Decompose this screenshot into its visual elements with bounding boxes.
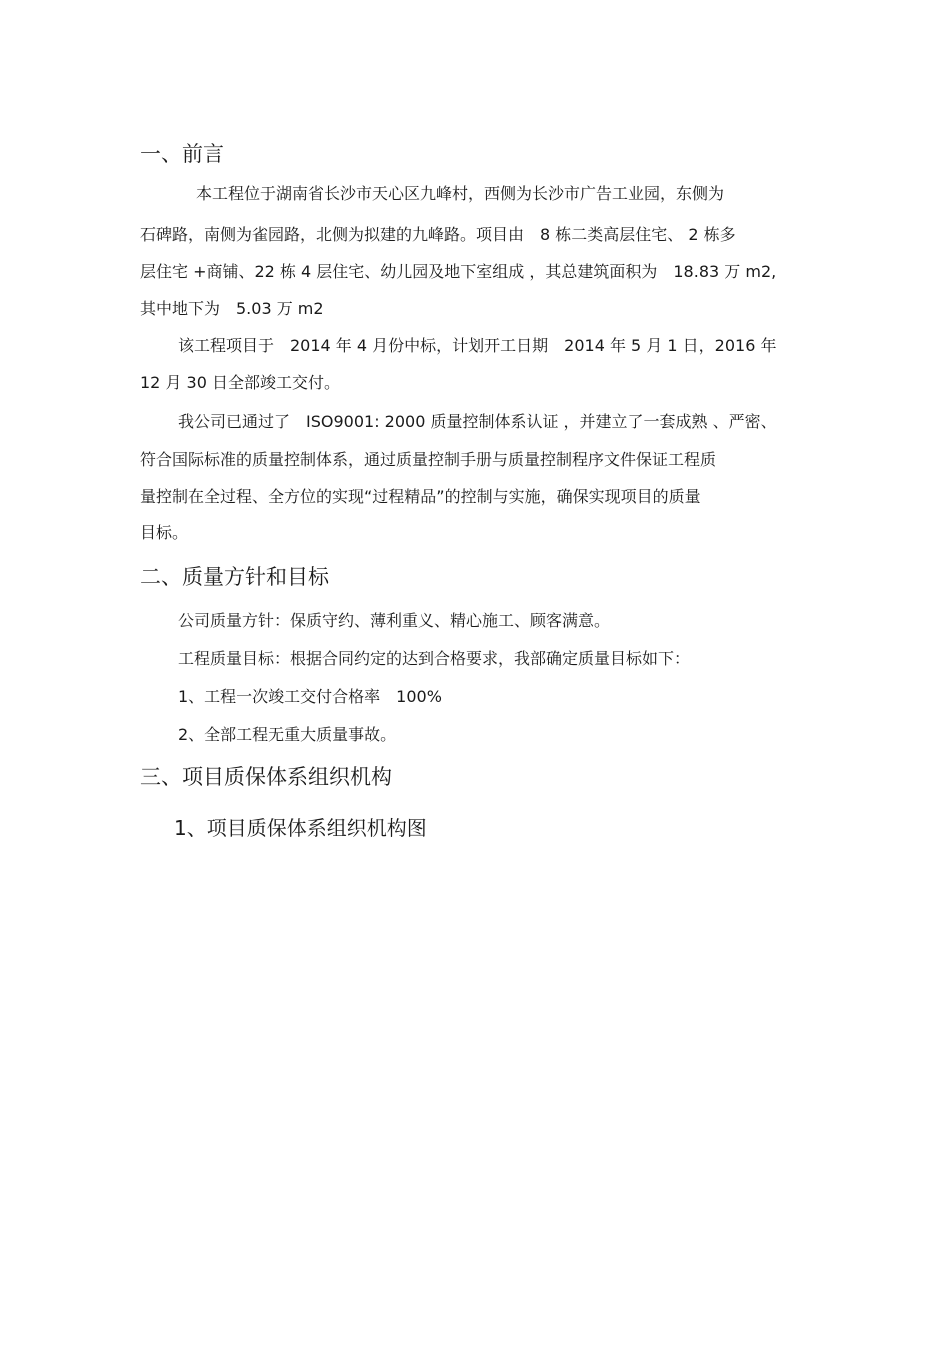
paragraph-line: 符合国际标准的质量控制体系，通过质量控制手册与质量控制程序文件保证工程质 <box>140 450 717 469</box>
paragraph-line: 12 月 30 日全部竣工交付。 <box>140 373 340 392</box>
quality-goal-item: 1、工程一次竣工交付合格率 100% <box>178 687 442 706</box>
subsection-heading-org-chart: 1、项目质保体系组织机构图 <box>174 816 427 840</box>
section-heading-preface: 一、前言 <box>140 142 224 166</box>
paragraph-line: 该工程项目于 2014 年 4 月份中标，计划开工日期 2014 年 5 月 1 日，2016 年 <box>178 336 777 355</box>
quality-goal-item: 2、全部工程无重大质量事故。 <box>178 725 397 744</box>
section-heading-organization: 三、项目质保体系组织机构 <box>140 765 392 789</box>
paragraph-line: 层住宅 +商铺、22 栋 4 层住宅、幼儿园及地下室组成 ，其总建筑面积为 18.83 万 m2, <box>140 262 777 281</box>
paragraph-line: 我公司已通过了 ISO9001: 2000 质量控制体系认证 ，并建立了一套成熟 、严密、 <box>178 412 777 431</box>
paragraph-line: 量控制在全过程、全方位的实现“过程精品”的控制与实施，确保实现项目的质量 <box>140 487 701 506</box>
paragraph-line: 石碑路，南侧为雀园路，北侧为拟建的九峰路。项目由 8 栋二类高层住宅、 2 栋多 <box>140 225 736 244</box>
quality-policy-text: 公司质量方针：保质守约、薄利重义、精心施工、顾客满意。 <box>178 611 611 630</box>
paragraph-line: 本工程位于湖南省长沙市天心区九峰村，西侧为长沙市广告工业园，东侧为 <box>196 184 725 203</box>
paragraph-line: 其中地下为 5.03 万 m2 <box>140 299 324 318</box>
quality-goal-intro: 工程质量目标：根据合同约定的达到合格要求，我部确定质量目标如下： <box>178 649 691 668</box>
section-heading-quality-policy: 二、质量方针和目标 <box>140 565 329 589</box>
paragraph-line: 目标。 <box>140 523 189 542</box>
